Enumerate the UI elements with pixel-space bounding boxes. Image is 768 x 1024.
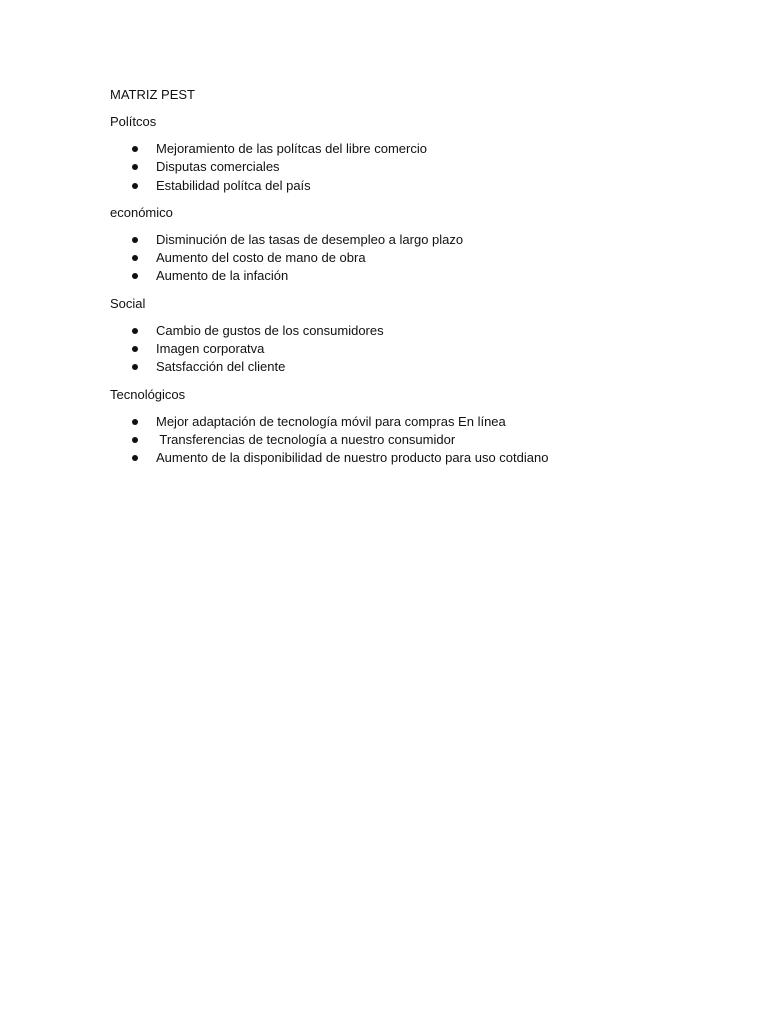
list-item-text: Estabilidad polítca del país	[156, 177, 311, 193]
bullet-icon	[132, 146, 138, 152]
bullet-icon	[132, 164, 138, 170]
list-item	[110, 431, 710, 449]
list-item-text: Aumento de la disponibilidad de nuestro producto para uso cotdiano	[156, 450, 549, 466]
list-item	[110, 177, 710, 195]
list-item	[110, 322, 710, 340]
document-page	[110, 86, 710, 477]
list-item-text: Mejor adaptación de tecnología móvil para compras En línea	[156, 413, 506, 429]
bullet-icon	[132, 237, 138, 243]
list-item-text: Satsfacción del cliente	[156, 359, 286, 375]
list-item-text: Mejoramiento de las polítcas del libre comercio	[156, 141, 427, 156]
list-item-text: Disminución de las tasas de desempleo a largo plazo	[156, 231, 464, 247]
bullet-list	[110, 140, 710, 195]
bullet-icon	[132, 419, 138, 425]
bullet-icon	[132, 437, 138, 443]
list-item	[110, 140, 710, 158]
list-item	[110, 449, 710, 467]
bullet-icon	[132, 346, 138, 352]
section-heading: Polítcos	[110, 114, 157, 129]
section-heading: Tecnológicos	[110, 386, 186, 402]
list-item-text: Aumento del costo de mano de obra	[156, 250, 366, 266]
list-item	[110, 231, 710, 249]
bullet-icon	[132, 455, 138, 461]
bullet-list	[110, 322, 710, 377]
list-item	[110, 158, 710, 176]
list-item-text: Imagen corporatva	[156, 341, 265, 357]
bullet-icon	[132, 328, 138, 334]
section-politicos	[110, 113, 710, 195]
section-heading: económico	[110, 204, 173, 220]
section-social	[110, 295, 710, 377]
list-item	[110, 340, 710, 358]
section-heading: Social	[110, 295, 146, 311]
bullet-list	[110, 413, 710, 468]
bullet-icon	[132, 183, 138, 189]
list-item-text: Disputas comerciales	[156, 159, 280, 175]
list-item	[110, 249, 710, 267]
list-item-text: Aumento de la infación	[156, 268, 289, 284]
section-tecnologicos	[110, 386, 710, 468]
bullet-icon	[132, 364, 138, 370]
list-item	[110, 267, 710, 285]
section-economico	[110, 204, 710, 286]
bullet-icon	[132, 255, 138, 261]
list-item	[110, 358, 710, 376]
list-item-text: Transferencias de tecnología a nuestro consumidor	[156, 431, 456, 447]
document-title: MATRIZ PEST	[110, 87, 195, 102]
bullet-list	[110, 231, 710, 286]
list-item-text: Cambio de gustos de los consumidores	[156, 322, 384, 338]
list-item	[110, 413, 710, 431]
bullet-icon	[132, 273, 138, 279]
